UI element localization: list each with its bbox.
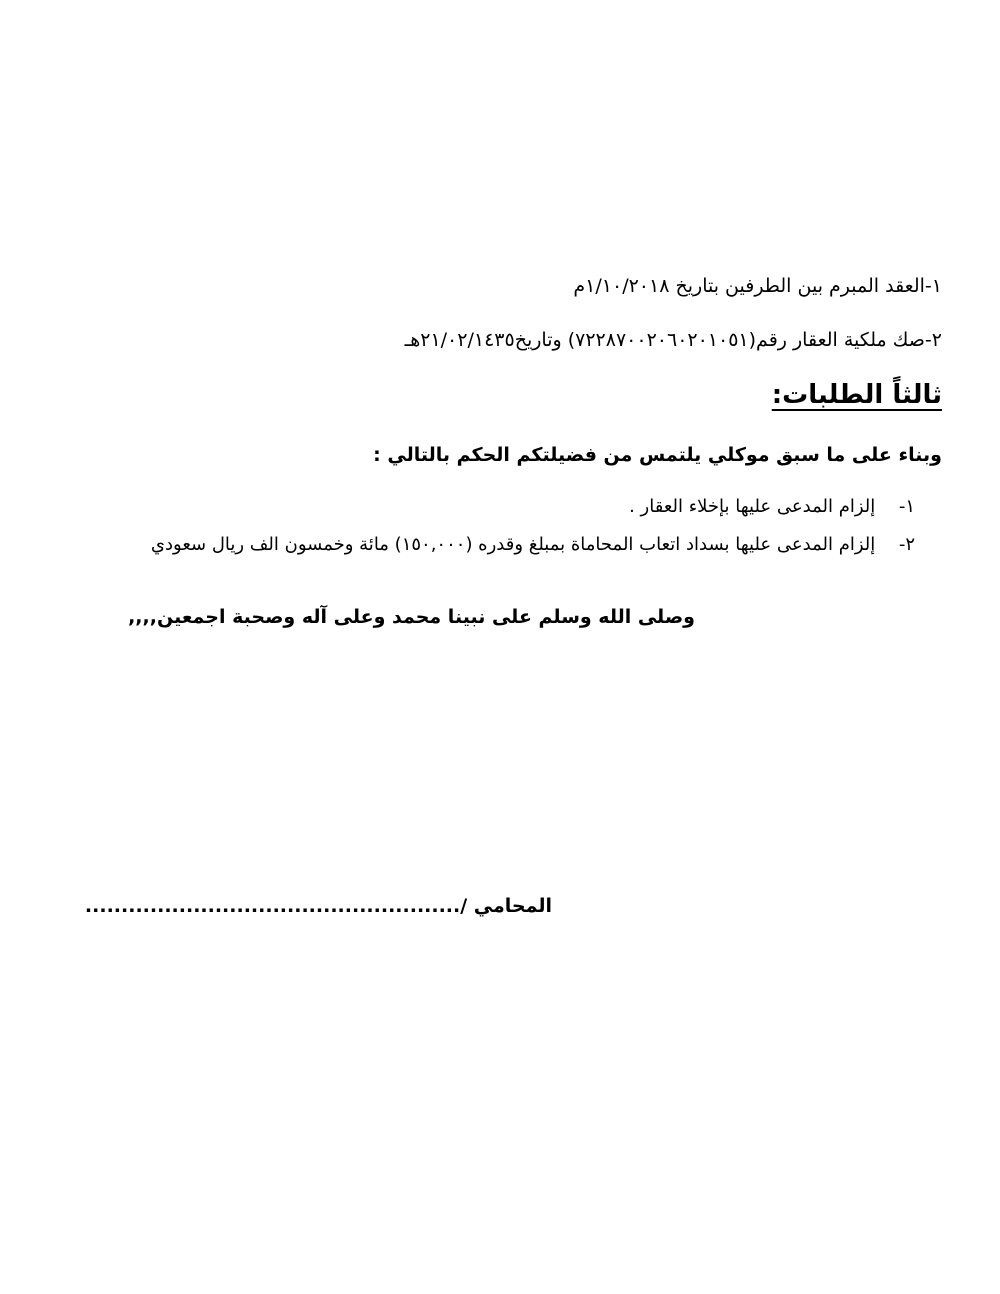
request-number: ١- bbox=[898, 496, 915, 517]
request-item-1 bbox=[629, 496, 915, 517]
closing-line: وصلى الله وسلم على نبينا محمد وعلى آله وصحبة اجمعين,,,, bbox=[128, 606, 695, 628]
requests-intro: وبناء على ما سبق موكلي يلتمس من فضيلتكم الحكم بالتالي : bbox=[373, 444, 942, 466]
request-number: ٢- bbox=[898, 534, 915, 555]
evidence-item-2: ٢-صك ملكية العقار رقم(٧٢٢٨٧٠٠٢٠٦٠٢٠١٠٥١) وتاريخ٢١/٠٢/١٤٣٥هـ bbox=[404, 329, 942, 351]
evidence-item-1: ١-العقد المبرم بين الطرفين بتاريخ ١/١٠/٢٠١٨م bbox=[573, 275, 942, 297]
lawyer-signature-line: المحامي /.................................................... bbox=[84, 895, 552, 917]
request-text: إلزام المدعى عليها بإخلاء العقار . bbox=[629, 496, 876, 517]
request-text: إلزام المدعى عليها بسداد اتعاب المحاماة بمبلغ وقدره (١٥٠,٠٠٠) مائة وخمسون الف ريال سعودي bbox=[150, 534, 876, 555]
section-heading: ثالثاً الطلبات: bbox=[771, 380, 942, 410]
request-item-2 bbox=[151, 534, 915, 555]
